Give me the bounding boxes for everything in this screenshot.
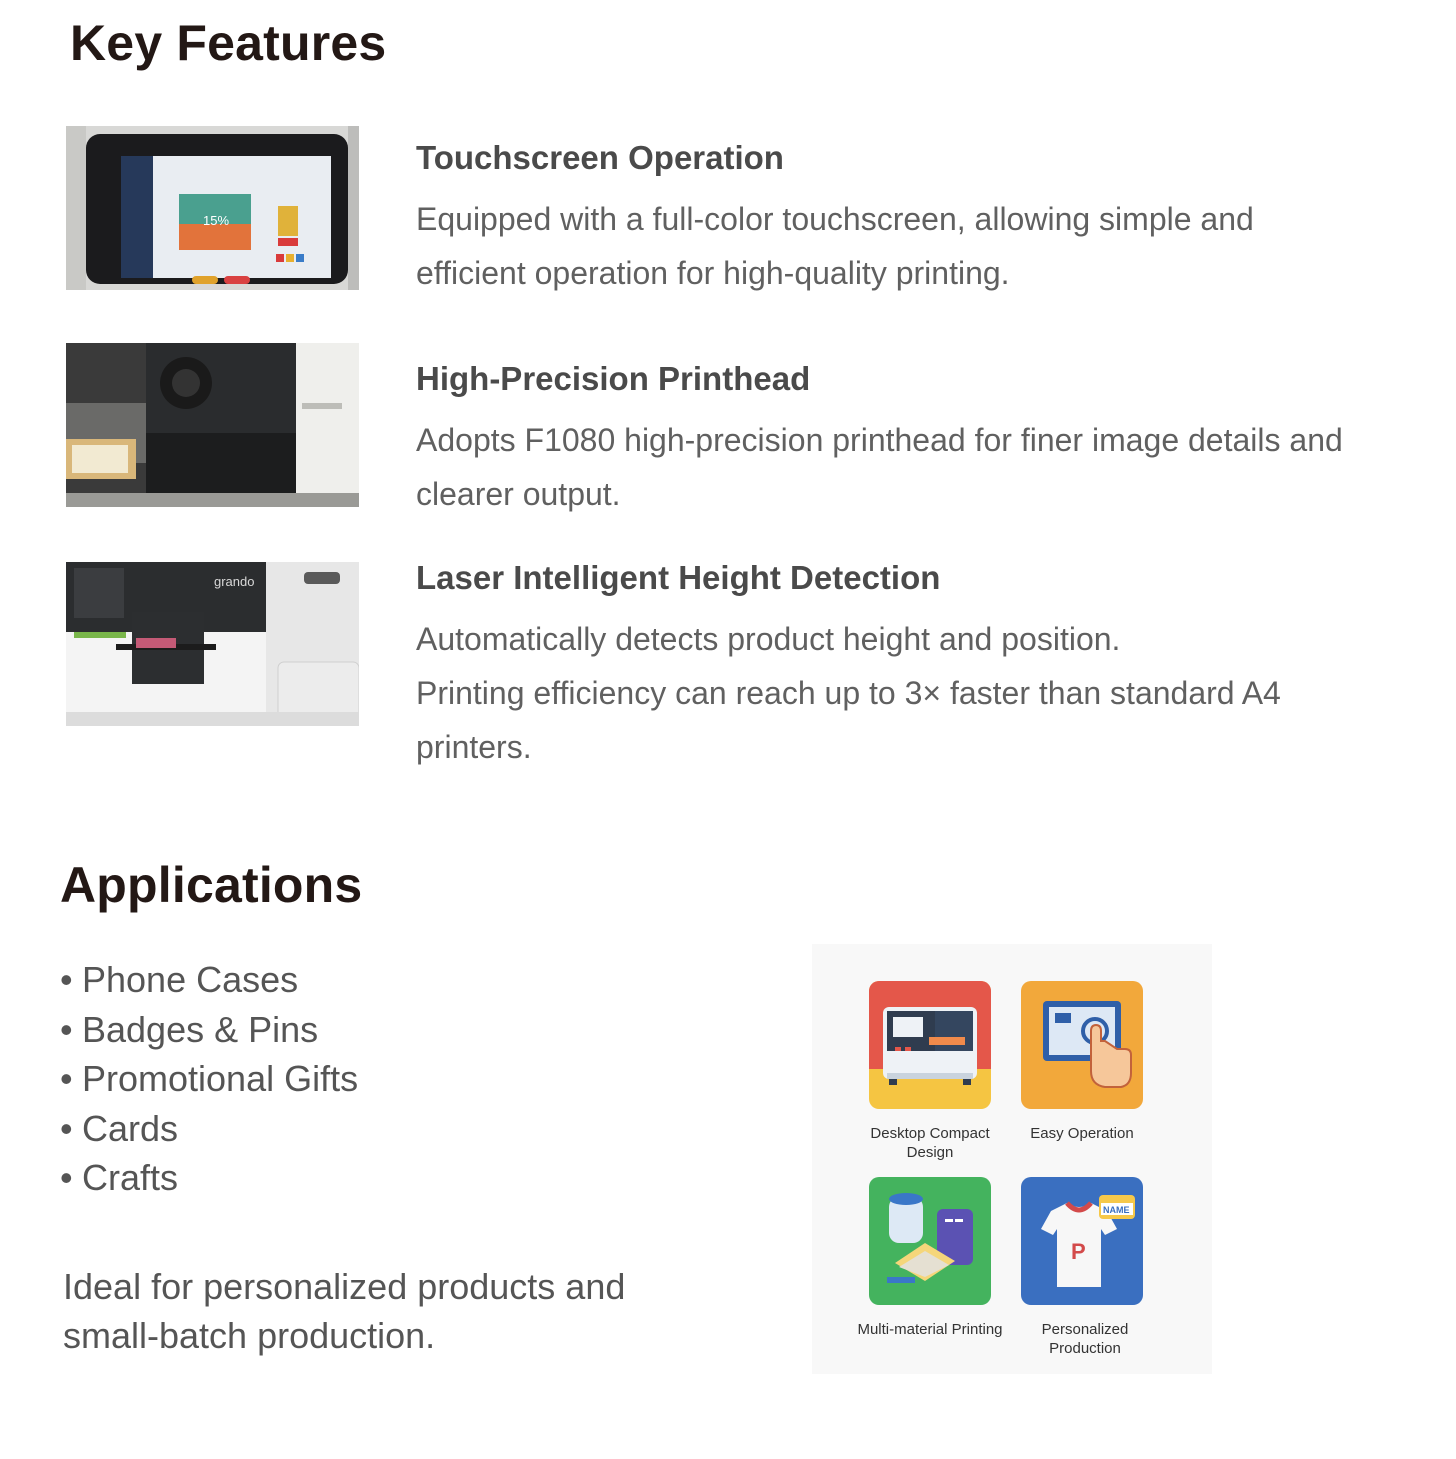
list-item: • Promotional Gifts <box>60 1058 359 1099</box>
feature-title-printhead: High-Precision Printhead <box>416 360 811 397</box>
printhead-photo <box>66 343 359 507</box>
tshirt-name-icon <box>1021 1177 1143 1305</box>
brand-text: grando <box>214 574 255 589</box>
applications-summary: Ideal for personalized products and small-batch production. <box>63 1266 626 1356</box>
list-item: • Badges & Pins <box>60 1008 319 1050</box>
feature-icons-panel <box>812 944 1212 1374</box>
feature-title-height-detection: Laser Intelligent Height Detection <box>416 559 941 596</box>
list-item: • Phone Cases <box>60 959 299 1000</box>
shirt-letter: P <box>1071 1239 1086 1264</box>
icon-caption-multi-material: Multi-material Printing <box>857 1321 1003 1338</box>
feature-body-touchscreen: Equipped with a full-color touchscreen, allowing simple and efficient operation for high-quality printing. <box>416 201 1254 291</box>
applications-list <box>60 955 358 1203</box>
feature-body-line-1: Automatically detects product height and position. <box>416 621 1121 657</box>
feature-body-line-2: Printing efficiency can reach up to 3× faster than standard A4 printers. <box>416 675 1281 765</box>
printer-front-photo <box>66 562 359 726</box>
icon-caption-personalized: Personalized Production <box>1041 1321 1129 1357</box>
desktop-printer-icon <box>869 981 991 1109</box>
list-item: • Crafts <box>60 1157 179 1198</box>
icon-caption-desktop: Desktop Compact Design <box>870 1125 990 1161</box>
feature-title-touchscreen: Touchscreen Operation <box>416 139 784 176</box>
touch-screen-hand-icon <box>1021 981 1143 1109</box>
name-tag-text: NAME <box>1103 1205 1130 1215</box>
materials-icon <box>869 1177 991 1305</box>
feature-body-printhead: Adopts F1080 high-precision printhead for finer image details and clearer output. <box>416 422 1343 512</box>
applications-heading: Applications <box>60 857 363 913</box>
screen-percent: 15% <box>203 213 230 228</box>
touchscreen-photo <box>66 126 359 290</box>
icon-caption-easy: Easy Operation <box>1030 1125 1134 1142</box>
key-features-heading: Key Features <box>70 15 387 71</box>
list-item: • Cards <box>60 1107 179 1149</box>
